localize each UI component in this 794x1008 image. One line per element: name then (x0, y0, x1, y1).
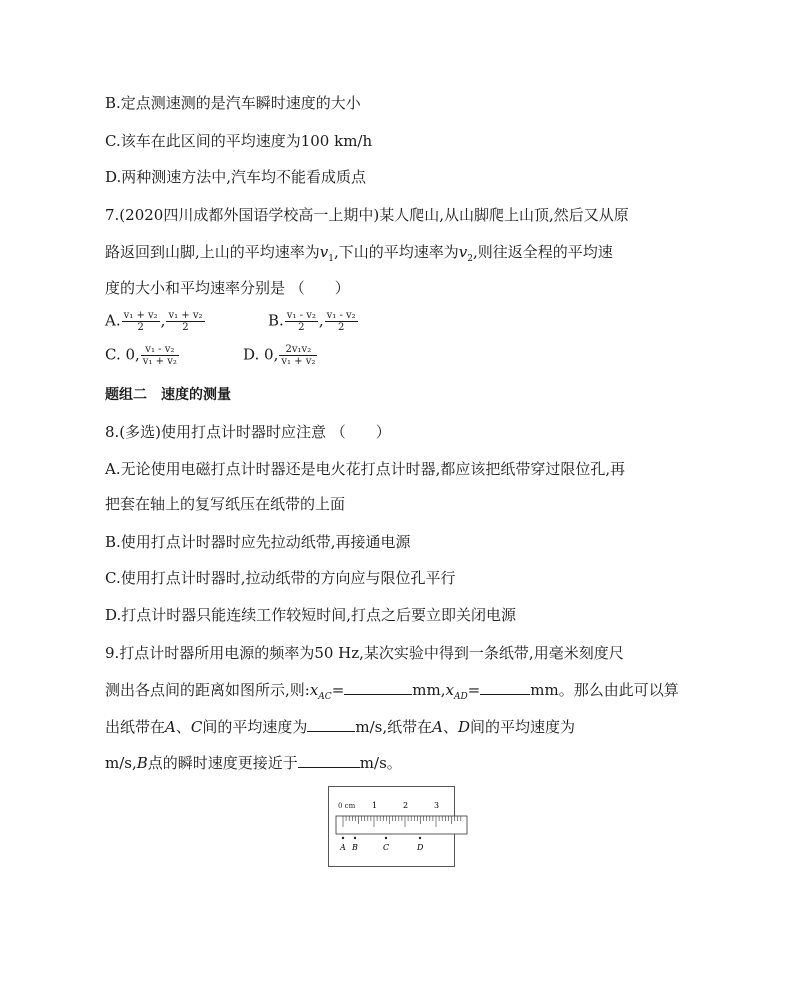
point-label: C (383, 843, 390, 852)
tape-point (342, 837, 344, 839)
q8-option-a-line2: 把套在轴上的复写纸压在纸带的上面 (105, 495, 346, 513)
q6-option-d: D.两种测速方法中,汽车均不能看成质点 (105, 168, 367, 186)
tape-point (385, 837, 387, 839)
q9-stem-line2: 测出各点间的距离如图所示,则$:x_{AC}= mm,x_{AD}=$ mm。那么由此可以算 (105, 681, 679, 702)
q7-stem-line1: 7.(2020四川成都外国语学校高一上期中)某人爬山,从山脚爬上山顶,然后又从原 (105, 206, 629, 224)
q7-stem-line3: 度的大小和平均速率分别是 （ ） (105, 279, 350, 297)
point-label: A (340, 843, 346, 852)
q8-stem: 8.(多选)使用打点计时器时应注意 （ ） (105, 423, 391, 441)
q8-option-b: B.使用打点计时器时应先拉动纸带,再接通电源 (105, 533, 411, 551)
q6-option-b: B.定点测速测的是汽车瞬时速度的大小 (105, 94, 361, 112)
q7-option-b: B. $\frac{\text{v₁ - v₂}}{2}$ , $\frac{\text{v₁ - v₂}}{2}$ (268, 310, 356, 333)
q9-stem-line3: 出纸带在A、C间的平均速度为 m/s,纸带在A、D间的平均速度为 (105, 718, 576, 736)
q8-option-a-line1: A.无论使用电磁打点计时器还是电火花打点计时器,都应该把纸带穿过限位孔,再 (105, 460, 626, 478)
q7-option-c: C. 0, $\frac{\text{v₁ - v₂}}{\text{v₁ + v₂}}$ (105, 344, 177, 367)
q7-stem-line2: 路返回到山脚,上山的平均速率为$v_1$,下山的平均速率为$v_2$,则往返全程的平均速 (105, 243, 613, 264)
tape-point (354, 837, 356, 839)
ruler-svg (328, 786, 468, 868)
q6-option-c: C.该车在此区间的平均速度为100 km/h (105, 132, 373, 150)
q9-stem-line1: 9.打点计时器所用电源的频率为50 Hz,某次实验中得到一条纸带,用毫米刻度尺 (105, 644, 624, 662)
ruler-figure (328, 786, 468, 872)
point-label: B (352, 843, 358, 852)
q9-stem-line4: m/s,B点的瞬时速度更接近于 m/s。 (105, 754, 402, 772)
q8-option-d: D.打点计时器只能连续工作较短时间,打点之后要立即关闭电源 (105, 606, 517, 624)
q8-option-c: C.使用打点计时器时,拉动纸带的方向应与限位孔平行 (105, 569, 456, 587)
q7-option-a: A. $\frac{\text{v₁ + v₂}}{2}$ , $\frac{\text{v₁ + v₂}}{2}$ (105, 310, 203, 333)
section-heading: 题组二 速度的测量 (105, 387, 231, 403)
ruler-tick-label: 2 (403, 801, 409, 810)
ruler-tick-label: 1 (372, 801, 378, 810)
ruler-unit-label: 0 cm (338, 802, 356, 810)
ruler-tick-label: 3 (434, 801, 440, 810)
point-label: D (417, 843, 424, 852)
tape-point (419, 837, 421, 839)
q7-option-d: D. 0, $\frac{\text{2v₁v₂}}{\text{v₁ + v₂}}$ (243, 344, 316, 367)
